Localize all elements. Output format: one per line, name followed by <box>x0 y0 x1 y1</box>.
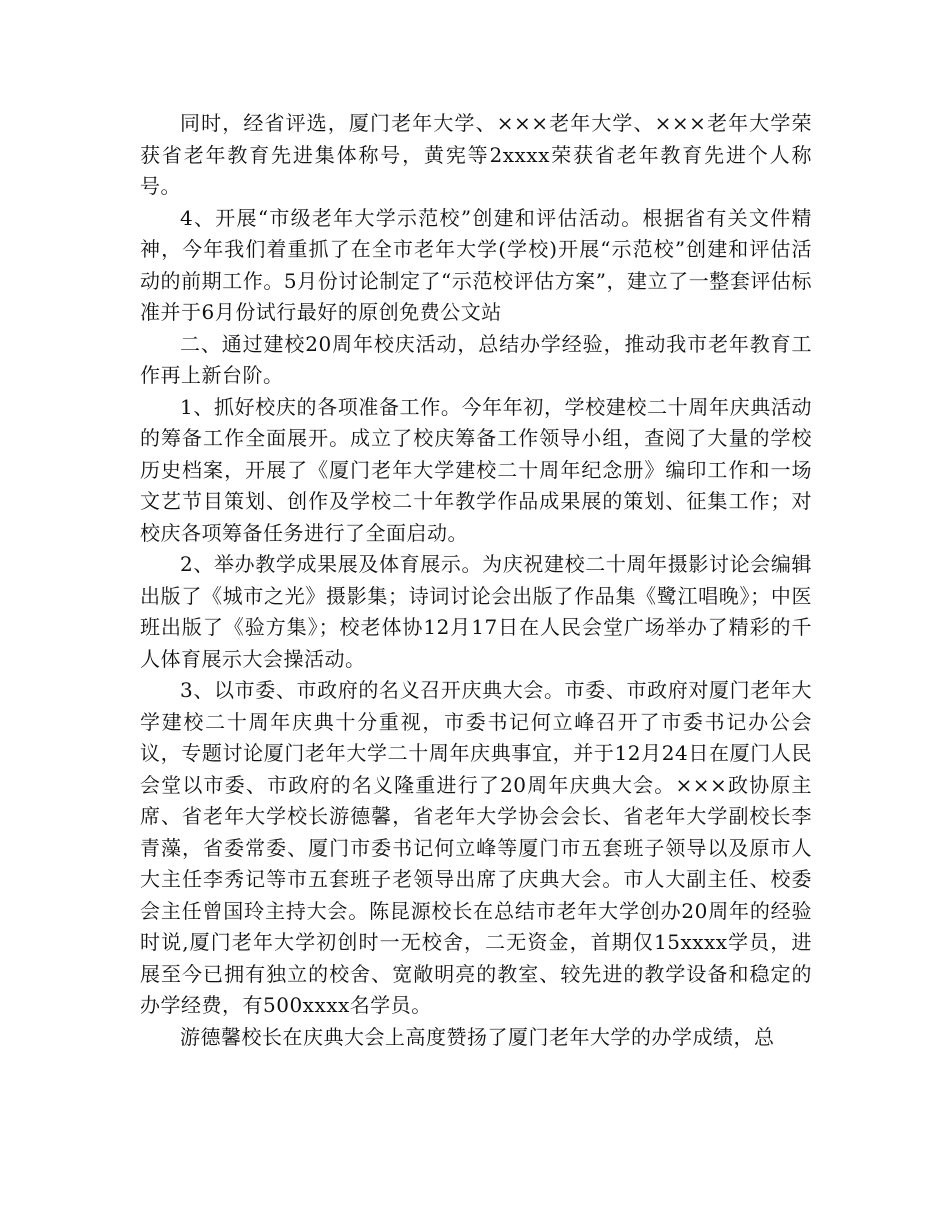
section-heading-anniversary: 二、通过建校20周年校庆活动，总结办学经验，推动我市老年教育工作再上新台阶。 <box>140 331 812 387</box>
paragraph-preparation: 1、抓好校庆的各项准备工作。今年年初，学校建校二十周年庆典活动的筹备工作全面展开。成立了校庆筹备工作领导小组，查阅了大量的学校历史档案，开展了《厦门老年大学建校二十周年纪念册》编印工作和一场文艺节目策划、创作及学校二十年教学作品成果展的策划、征集工作；对校庆各项筹备任务进行了全面启动。 <box>140 394 812 545</box>
paragraph-praise: 游德馨校长在庆典大会上高度赞扬了厦门老年大学的办学成绩，总 <box>180 1024 775 1049</box>
paragraph-awards: 同时，经省评选，厦门老年大学、×××老年大学、×××老年大学荣获省老年教育先进集体称号，黄宪等2xxxx荣获省老年教育先进个人称号。 <box>140 111 812 198</box>
document-body <box>140 108 812 1053</box>
paragraph-ceremony: 3、以市委、市政府的名义召开庆典大会。市委、市政府对厦门老年大学建校二十周年庆典十分重视，市委书记何立峰召开了市委书记办公会议，专题讨论厦门老年大学二十周年庆典事宜，并于12月24日在厦门人民会堂以市委、市政府的名义隆重进行了20周年庆典大会。×××政协原主席、省老年大学校长游德馨，省老年大学协会会长、省老年大学副校长李青藻，省委常委、厦门市委书记何立峰等厦门市五套班子领导以及原市人大主任李秀记等市五套班子老领导出席了庆典大会。市人大副主任、校委会主任曾国玲主持大会。陈昆源校长在总结市老年大学创办20周年的经验时说,厦门老年大学初创时一无校舍，二无资金，首期仅15xxxx学员，进展至今已拥有独立的校舍、宽敞明亮的教室、较先进的教学设备和稳定的办学经费，有500xxxx名学员。 <box>140 678 812 1017</box>
paragraph-demonstration-school: 4、开展“市级老年大学示范校”创建和评估活动。根据省有关文件精神，今年我们着重抓了在全市老年大学(学校)开展“示范校”创建和评估活动的前期工作。5月份讨论制定了“示范校评估方案”，建立了一整套评估标准并于6月份试行最好的原创免费公文站 <box>140 205 812 324</box>
paragraph-exhibition: 2、举办教学成果展及体育展示。为庆祝建校二十周年摄影讨论会编辑出版了《城市之光》摄影集；诗词讨论会出版了作品集《鹭江唱晚》；中医班出版了《验方集》；校老体协12月17日在人民会堂广场举办了精彩的千人体育展示大会操活动。 <box>140 552 812 671</box>
